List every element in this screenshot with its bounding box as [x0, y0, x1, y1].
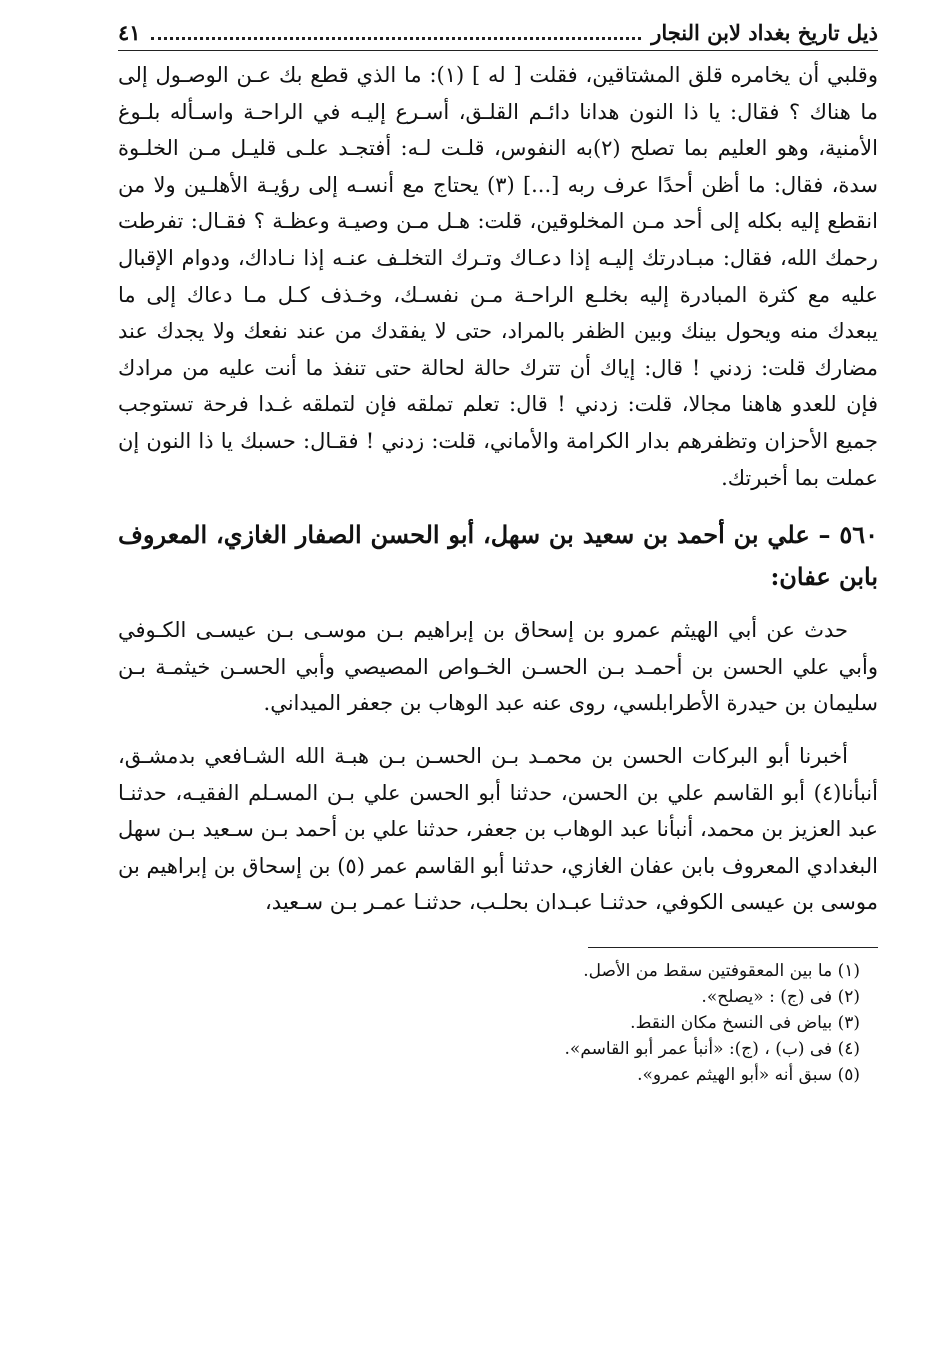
- entry-heading: ٥٦٠ – علي بن أحمد بن سعيد بن سهل، أبو الحسن الصفار الغازي، المعروف بابن عفان:: [118, 520, 878, 592]
- header-dot-leader: [151, 37, 642, 40]
- footnote-5: (٥) سبق أنه «أبو الهيثم عمرو».: [637, 1064, 860, 1085]
- footnote-1: (١) ما بين المعقوفتين سقط من الأصل.: [583, 960, 860, 981]
- footnote-3: (٣) بياض فى النسخ مكان النقط.: [630, 1012, 860, 1033]
- running-header: [118, 14, 878, 51]
- footnotes: [118, 958, 878, 1088]
- entry-paragraph-1: حدث عن أبي الهيثم عمرو بن إسحاق بن إبراهيم بـن موسـى بـن عيسـى الكـوفي وأبي علي الحسن بن أحمـد بـن الحسـن الخـواص المصيصي وأبي الحسـن خيثمـة بـن سليمان بن حيدرة الأطرابلسي، روى عنه عبد الوهاب بن جعفر الميداني.: [118, 618, 878, 716]
- footnote-4: (٤) فى (ب) ، (ج): «أنبأ عمر أبو القاسم».: [564, 1038, 860, 1059]
- entry-paragraph-2: أخبرنا أبو البركات الحسن بن محمـد بـن الحسـن بـن هبـة الله الشـافعي بدمشـق، أنبأنا(٤) أبو القاسم علي بن الحسن، حدثنا أبو الحسن علي بـن المسـلم الفقيـه، حدثنـا عبد العزيز بن محمد، أنبأنا عبد الوهاب بن جعفر، حدثنا علي بن أحمد بـن سـعيد بـن سهل البغدادي المعروف بابن عفان الغازي، حدثنا أبو القاسم عمر (٥) بن إسحاق بن إبراهيم بن موسى بن عيسى الكوفي، حدثنـا عبـدان بحلـب، حدثنـا عمـر بـن سـعيد،: [118, 743, 878, 915]
- book-title: ذيل تاريخ بغداد لابن النجار: [651, 19, 878, 45]
- continuation-paragraph: وقلبي أن يخامره قلق المشتاقين، فقلت [ له ] (١): ما الذي قطع بك عـن الوصـول إلى ما هناك ؟ فقال: يا ذا النون هدانا دائـم القلـق، أسـرع إليـه في الراحـة واسـأله بلـوغ الأمنية، وهو العليم بما تصلح (٢)به النفوس، قلـت لـه: أفتجـد علـى قليـل مـن الخلـوة سدة، فقال: ما أظن أحدًا عرف ربه [...] (٣) يحتاج مع أنسـه إلى رؤيـة الأهلـين ولا من انقطع إليه بكله إلى أحد مـن المخلوقين، قلت: هـل مـن وصيـة وعظـة ؟ فقـال: تفرطت رحمك الله، فقال: مبـادرتك إليـه إذا دعـاك وتـرك التخلـف عنـه إذا نـاداك، ودوام الإقبال عليه مع كثرة المبادرة إليه بخلـع الراحـة مـن نفسـك، وخـذف كـل مـا دعاك إلى ما يبعدك منه ويحول بينك وبين الظفر بالمراد، حتى لا يفقدك من عند نفعك ولا يجدك عند مضارك قلت: زدني ! قال: إياك أن تترك حالة لحالة حتى تنفذ ما أنت عليه من مرادك فإن للعدو هاهنا مجالا، قلت: زدني ! قال: تعلم تملقه فإن لتملقه غـدا فرحة تستوجب جميع الأحزان وتظفرهم بدار الكرامة والأماني، قلت: زدني ! فقـال: حسبك يا ذا النون إن عملت بما أخبرتك.: [118, 63, 878, 490]
- page-number: ٤١: [118, 19, 141, 45]
- footnote-2: (٢) فى (ج) : «يصلح».: [701, 986, 860, 1007]
- book-page: [118, 14, 878, 1088]
- footnote-divider: [588, 947, 878, 948]
- paragraph-gap: [118, 722, 878, 738]
